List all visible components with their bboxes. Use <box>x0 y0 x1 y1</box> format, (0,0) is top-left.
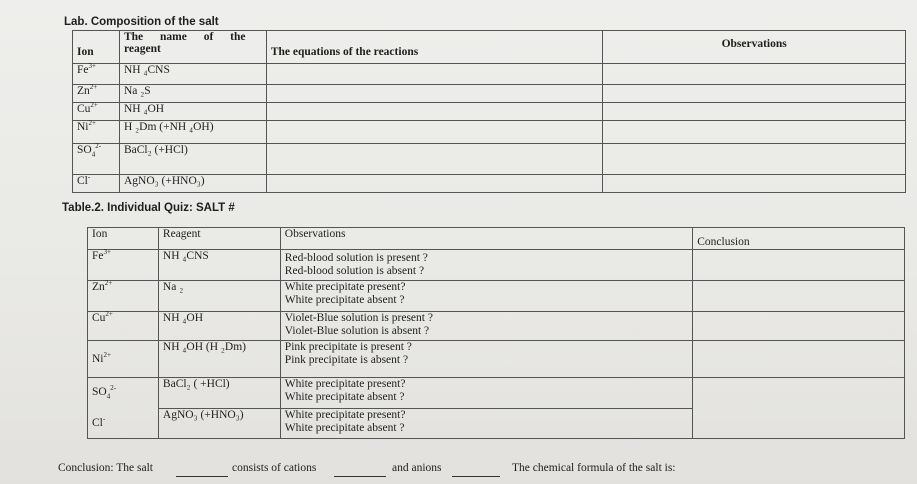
ion-cell: $Fe^{3+}$ <box>73 64 120 85</box>
header-ion: Ion <box>88 228 159 250</box>
cations-blank[interactable] <box>334 466 386 477</box>
table-row <box>88 378 905 409</box>
table-row <box>73 121 906 144</box>
header-conclusion: Conclusion <box>693 228 905 250</box>
conclusion-cell <box>693 250 905 281</box>
table2-title: Table.2. Individual Quiz: SALT # <box>62 202 235 214</box>
ion-cell: $Fe^{3+}$ <box>88 250 159 281</box>
ion-cell: $Ni^{2+}$ <box>73 121 120 144</box>
reagent-cell: NH ₄OH (H ₂Dm) <box>158 341 280 378</box>
table-row <box>73 85 906 103</box>
table-row <box>88 281 905 312</box>
table-row <box>73 64 906 85</box>
header-observations: Observations <box>280 228 692 250</box>
conclusion-cell <box>693 341 905 378</box>
anions-label: and anions <box>392 462 442 474</box>
observation-cell: Pink precipitate is present ? Pink precipitate is absent ? <box>280 341 692 378</box>
table-header-row <box>88 228 905 250</box>
table-row <box>73 103 906 121</box>
header-observations: Observations <box>603 31 906 64</box>
equation-cell <box>266 85 603 103</box>
reagent-cell: NH ₄CNS <box>119 64 266 85</box>
reagent-cell: BaCl₂ ( +HCl) <box>158 378 280 409</box>
ion-cell: $Zn^{2+}$ <box>73 85 120 103</box>
observation-cell <box>603 175 906 193</box>
reagent-cell: AgNO₃ (+HNO₃) <box>158 408 280 439</box>
equation-cell <box>266 144 603 175</box>
header-reagent: Reagent <box>158 228 280 250</box>
conclusion-cell <box>693 378 905 439</box>
header-reagent: The name of the reagent <box>119 31 266 64</box>
table-header-row <box>73 31 906 64</box>
equation-cell <box>266 175 603 193</box>
equation-cell <box>266 64 603 85</box>
lab-title: Lab. Composition of the salt <box>64 16 219 28</box>
table-row <box>73 144 906 175</box>
observation-cell <box>603 103 906 121</box>
formula-label: The chemical formula of the salt is: <box>512 462 676 474</box>
conclusion-cell <box>693 281 905 312</box>
observation-cell <box>603 64 906 85</box>
equation-cell <box>266 103 603 121</box>
reagent-cell: Na ₂ <box>158 281 280 312</box>
reagent-cell: AgNO₃ (+HNO₃) <box>119 175 266 193</box>
ion-cell: $SO_4^{2-}$ Cl- <box>88 378 159 439</box>
anions-blank[interactable] <box>452 466 500 477</box>
table-row <box>73 175 906 193</box>
reagent-cell: NH ₄OH <box>158 312 280 341</box>
cations-label: consists of cations <box>232 462 317 474</box>
table-row <box>88 250 905 281</box>
ion-cell: $Cu^{2+}$ <box>88 312 159 341</box>
table-row <box>88 341 905 378</box>
conclusion-label: Conclusion: The salt <box>58 462 153 474</box>
conclusion-cell <box>693 312 905 341</box>
observation-cell <box>603 144 906 175</box>
observation-cell: White precipitate present? White precipitate absent ? <box>280 378 692 409</box>
observation-cell: White precipitate present? White precipitate absent ? <box>280 281 692 312</box>
reagent-cell: Na ₂S <box>119 85 266 103</box>
individual-quiz-table <box>87 227 905 439</box>
reagent-cell: BaCl₂ (+HCl) <box>119 144 266 175</box>
observation-cell: White precipitate present? White precipitate absent ? <box>280 408 692 439</box>
reagent-cell: H ₂Dm (+NH ₄OH) <box>119 121 266 144</box>
ion-cell: $Cu^{2+}$ <box>73 103 120 121</box>
table-row <box>88 312 905 341</box>
ion-cell: $SO_4^{2-}$ <box>73 144 120 175</box>
observation-cell: Violet-Blue solution is present ? Violet-Blue solution is absent ? <box>280 312 692 341</box>
reagent-cell: NH ₄CNS <box>158 250 280 281</box>
equation-cell <box>266 121 603 144</box>
ion-cell: $Ni^{2+}$ <box>88 341 159 378</box>
salt-blank[interactable] <box>176 466 228 477</box>
observation-cell <box>603 121 906 144</box>
reagent-cell: NH ₄OH <box>119 103 266 121</box>
observation-cell <box>603 85 906 103</box>
composition-table <box>72 30 906 193</box>
ion-cell: $Zn^{2+}$ <box>88 281 159 312</box>
observation-cell: Red-blood solution is present ? Red-blood solution is absent ? <box>280 250 692 281</box>
header-ion: Ion <box>73 31 120 64</box>
ion-cell: Cl- <box>73 175 120 193</box>
header-equations: The equations of the reactions <box>266 31 603 64</box>
